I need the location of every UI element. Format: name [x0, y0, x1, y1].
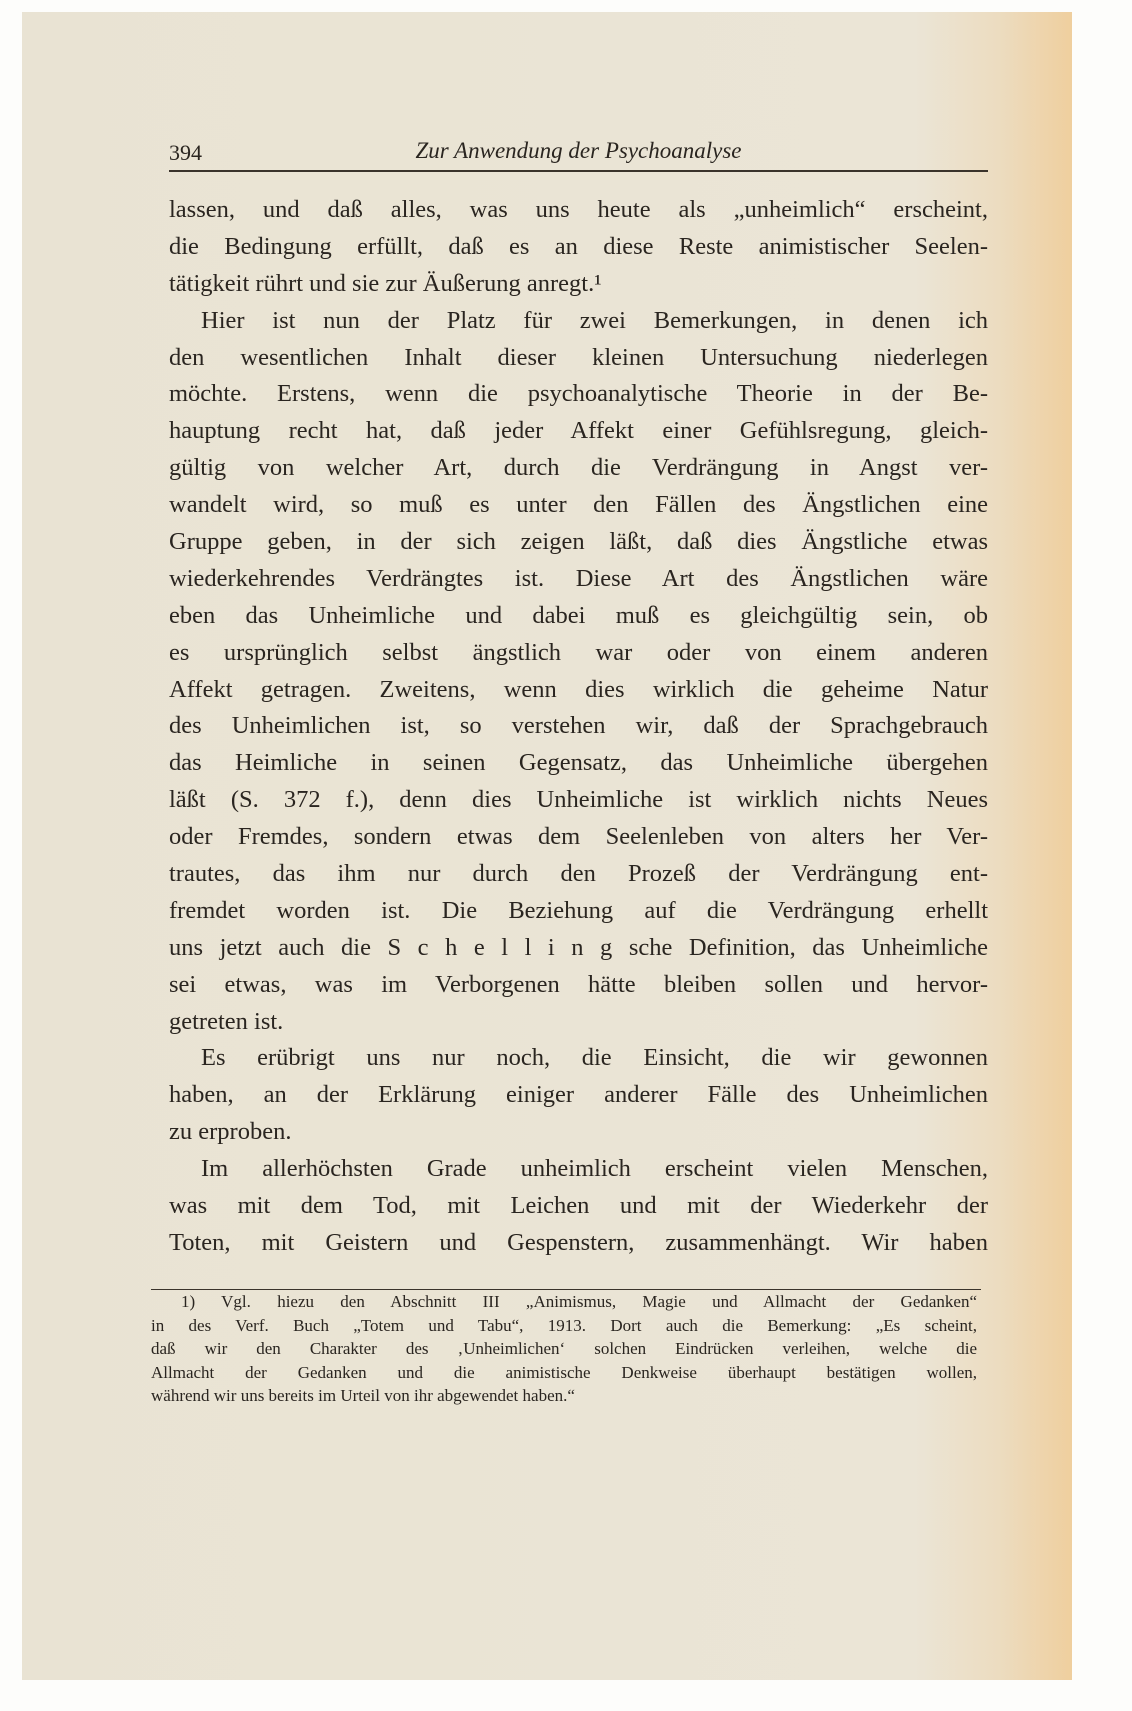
body-text	[169, 192, 988, 1262]
text-line: haben, an der Erklärung einiger anderer Fälle des Unheimlichen	[169, 1081, 988, 1109]
text-line: oder Fremdes, sondern etwas dem Seelenleben von alters her Ver-	[169, 823, 988, 851]
footnote	[151, 1290, 977, 1408]
text-line: hauptung recht hat, daß jeder Affekt einer Gefühlsregung, gleich-	[169, 417, 988, 445]
text-line: wandelt wird, so muß es unter den Fällen des Ängstlichen eine	[169, 491, 988, 519]
running-title: Zur Anwendung der Psychoanalyse	[415, 138, 742, 163]
running-header	[169, 138, 988, 172]
text-line: getreten ist.	[169, 1007, 284, 1035]
footnote-line: während wir uns bereits im Urteil von ihr abgewendet haben.“	[151, 1386, 575, 1405]
footnote-line: daß wir den Charakter des ‚Unheimlichen‘ solchen Eindrücken verleihen, welche die	[151, 1339, 977, 1358]
footnote-line: 1) Vgl. hiezu den Abschnitt III „Animismus, Magie und Allmacht der Gedanken“	[181, 1292, 977, 1311]
text-line: die Bedingung erfüllt, daß es an diese Reste animistischer Seelen-	[169, 232, 988, 260]
text-line: eben das Unheimliche und dabei muß es gleichgültig sein, ob	[169, 601, 988, 629]
text-line: Es erübrigt uns nur noch, die Einsicht, die wir gewonnen	[201, 1044, 988, 1072]
text-line: den wesentlichen Inhalt dieser kleinen Untersuchung niederlegen	[169, 343, 988, 371]
text-line: Im allerhöchsten Grade unheimlich erscheint vielen Menschen,	[201, 1155, 988, 1183]
text-line: uns jetzt auch die S c h e l l i n g sche Definition, das Unheimliche	[169, 933, 988, 961]
text-line: Gruppe geben, in der sich zeigen läßt, daß dies Ängstliche etwas	[169, 528, 988, 556]
text-line: Affekt getragen. Zweitens, wenn dies wirklich die geheime Natur	[169, 675, 988, 703]
text-line: es ursprünglich selbst ängstlich war oder von einem anderen	[169, 638, 988, 666]
footnote-line: in des Verf. Buch „Totem und Tabu“, 1913. Dort auch die Bemerkung: „Es scheint,	[151, 1315, 977, 1335]
text-line: Hier ist nun der Platz für zwei Bemerkungen, in denen ich	[201, 306, 988, 334]
text-line: das Heimliche in seinen Gegensatz, das Unheimliche übergehen	[169, 749, 988, 777]
text-line: lassen, und daß alles, was uns heute als „unheimlich“ erscheint,	[169, 196, 988, 223]
text-line: zu erproben.	[169, 1118, 292, 1146]
text-line: sei etwas, was im Verborgenen hätte bleiben sollen und hervor-	[169, 970, 988, 998]
text-line: trautes, das ihm nur durch den Prozeß der Verdrängung ent-	[169, 860, 988, 888]
text-line: tätigkeit rührt und sie zur Äußerung anregt.¹	[169, 269, 602, 297]
footnote-line: Allmacht der Gedanken und die animistische Denkweise überhaupt bestätigen wollen,	[151, 1362, 977, 1382]
text-line: gültig von welcher Art, durch die Verdrängung in Angst ver-	[169, 454, 988, 482]
text-line: Toten, mit Geistern und Gespenstern, zusammenhängt. Wir haben	[169, 1228, 988, 1256]
text-line: des Unheimlichen ist, so verstehen wir, daß der Sprachgebrauch	[169, 712, 988, 740]
text-line: was mit dem Tod, mit Leichen und mit der Wiederkehr der	[169, 1192, 988, 1220]
page-number: 394	[169, 140, 202, 165]
text-line: fremdet worden ist. Die Beziehung auf die Verdrängung erhellt	[169, 896, 988, 924]
text-line: läßt (S. 372 f.), denn dies Unheimliche ist wirklich nichts Neues	[169, 786, 988, 814]
text-line: möchte. Erstens, wenn die psychoanalytische Theorie in der Be-	[169, 380, 988, 408]
text-line: wiederkehrendes Verdrängtes ist. Diese Art des Ängstlichen wäre	[169, 564, 988, 592]
